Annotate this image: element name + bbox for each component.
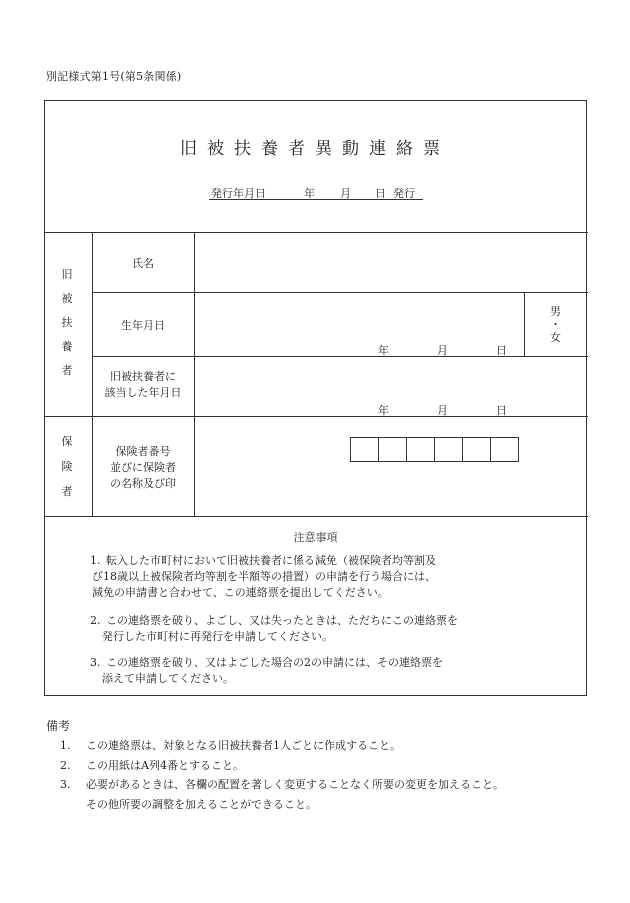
note-number: 2. xyxy=(90,614,101,627)
applicable-date-label xyxy=(92,369,194,401)
name-field[interactable] xyxy=(195,232,587,291)
sex-selector[interactable] xyxy=(524,305,587,344)
issue-date-label: 発行年月日 xyxy=(211,187,266,200)
birth-day-label: 日 xyxy=(496,344,507,357)
note-line: び18歳以上被保険者均等割を半額等の措置）の申請を行う場合には、 xyxy=(92,570,436,583)
issue-day-label: 日 xyxy=(375,187,386,200)
remark-item-3 xyxy=(60,777,504,793)
birth-year-label: 年 xyxy=(378,344,389,357)
remark-number: 1. xyxy=(60,739,71,752)
name-label: 氏名 xyxy=(132,257,154,270)
note-item-2 xyxy=(90,613,570,645)
vertical-char: 旧 xyxy=(61,268,73,281)
applicable-date-label-line2: 該当した年月日 xyxy=(104,386,182,399)
note-item-1 xyxy=(90,553,570,601)
applicable-date-label-line1: 旧被扶養者に xyxy=(110,370,176,383)
applicable-year-label: 年 xyxy=(378,404,389,417)
insurer-number-digit-box[interactable] xyxy=(406,437,435,462)
form-number-label: 別記様式第1号(第5条関係) xyxy=(46,70,182,83)
vertical-char: 者 xyxy=(61,364,73,377)
note-line: 発行した市町村に再発行を申請してください。 xyxy=(102,630,333,643)
insurer-number-digit-box[interactable] xyxy=(350,437,379,462)
divider-insurer-section xyxy=(45,516,588,517)
applicable-day-label: 日 xyxy=(496,404,507,417)
note-line: 添えて申請してください。 xyxy=(102,672,234,685)
insurer-label-line2: 並びに保険者 xyxy=(110,461,176,474)
sex-male-option[interactable]: 男 xyxy=(550,305,561,318)
insurer-number-label xyxy=(92,444,194,492)
birth-month-label: 月 xyxy=(437,344,448,357)
vertical-char: 被 xyxy=(61,292,73,305)
note-number: 3. xyxy=(90,656,101,669)
sex-separator: ・ xyxy=(550,318,561,331)
remark-number: 3. xyxy=(60,778,71,791)
remark-item-1 xyxy=(60,738,401,754)
notes-title: 注意事項 xyxy=(293,531,338,544)
insurer-number-digit-box[interactable] xyxy=(490,437,519,462)
remark-continuation: その他所要の調整を加えることができること。 xyxy=(86,798,317,811)
birth-date-label: 生年月日 xyxy=(121,319,165,332)
note-line: この連絡票を破り、又はよごした場合の2の申請には、その連絡票を xyxy=(106,656,443,669)
applicable-date-field[interactable] xyxy=(195,356,587,415)
insurer-number-digit-box[interactable] xyxy=(378,437,407,462)
note-number: 1. xyxy=(90,554,101,567)
insurer-number-digit-box[interactable] xyxy=(434,437,463,462)
vertical-char: 扶 xyxy=(61,316,73,329)
vertical-char: 保 xyxy=(61,435,73,448)
remark-text: 必要があるときは、各欄の配置を著しく変更することなく所要の変更を加えること。 xyxy=(86,778,504,791)
issue-year-label: 年 xyxy=(304,187,315,200)
remark-text: この用紙はA列4番とすること。 xyxy=(86,759,244,772)
vertical-char: 養 xyxy=(61,340,73,353)
note-line: 減免の申請書と合わせて、この連絡票を提出してください。 xyxy=(92,586,389,599)
insurer-label-line3: の名称及び印 xyxy=(110,477,176,490)
former-dependent-vertical-label xyxy=(44,263,90,383)
remark-number: 2. xyxy=(60,759,71,772)
insurer-number-boxes xyxy=(350,437,525,462)
note-line: この連絡票を破り、よごし、又は失ったときは、ただちにこの連絡票を xyxy=(106,614,458,627)
note-item-3 xyxy=(90,655,570,687)
insurer-number-digit-box[interactable] xyxy=(462,437,491,462)
remark-item-2 xyxy=(60,758,244,774)
vertical-char: 者 xyxy=(61,485,73,498)
issue-suffix-label: 発行 xyxy=(393,187,415,200)
vertical-char: 険 xyxy=(61,460,73,473)
form-title: 旧被扶養者異動連絡票 xyxy=(180,139,450,159)
insurer-label-line1: 保険者番号 xyxy=(115,445,171,458)
sex-female-option[interactable]: 女 xyxy=(550,331,561,344)
applicable-month-label: 月 xyxy=(437,404,448,417)
birth-date-field[interactable] xyxy=(195,292,524,355)
remark-text: この連絡票は、対象となる旧被扶養者1人ごとに作成すること。 xyxy=(86,739,401,752)
issue-month-label: 月 xyxy=(340,187,351,200)
issue-date-line xyxy=(209,184,423,200)
note-line: 転入した市町村において旧被扶養者に係る減免（被保険者均等割及 xyxy=(106,554,436,567)
insurer-vertical-label xyxy=(44,429,90,504)
remarks-title: 備考 xyxy=(46,719,71,733)
